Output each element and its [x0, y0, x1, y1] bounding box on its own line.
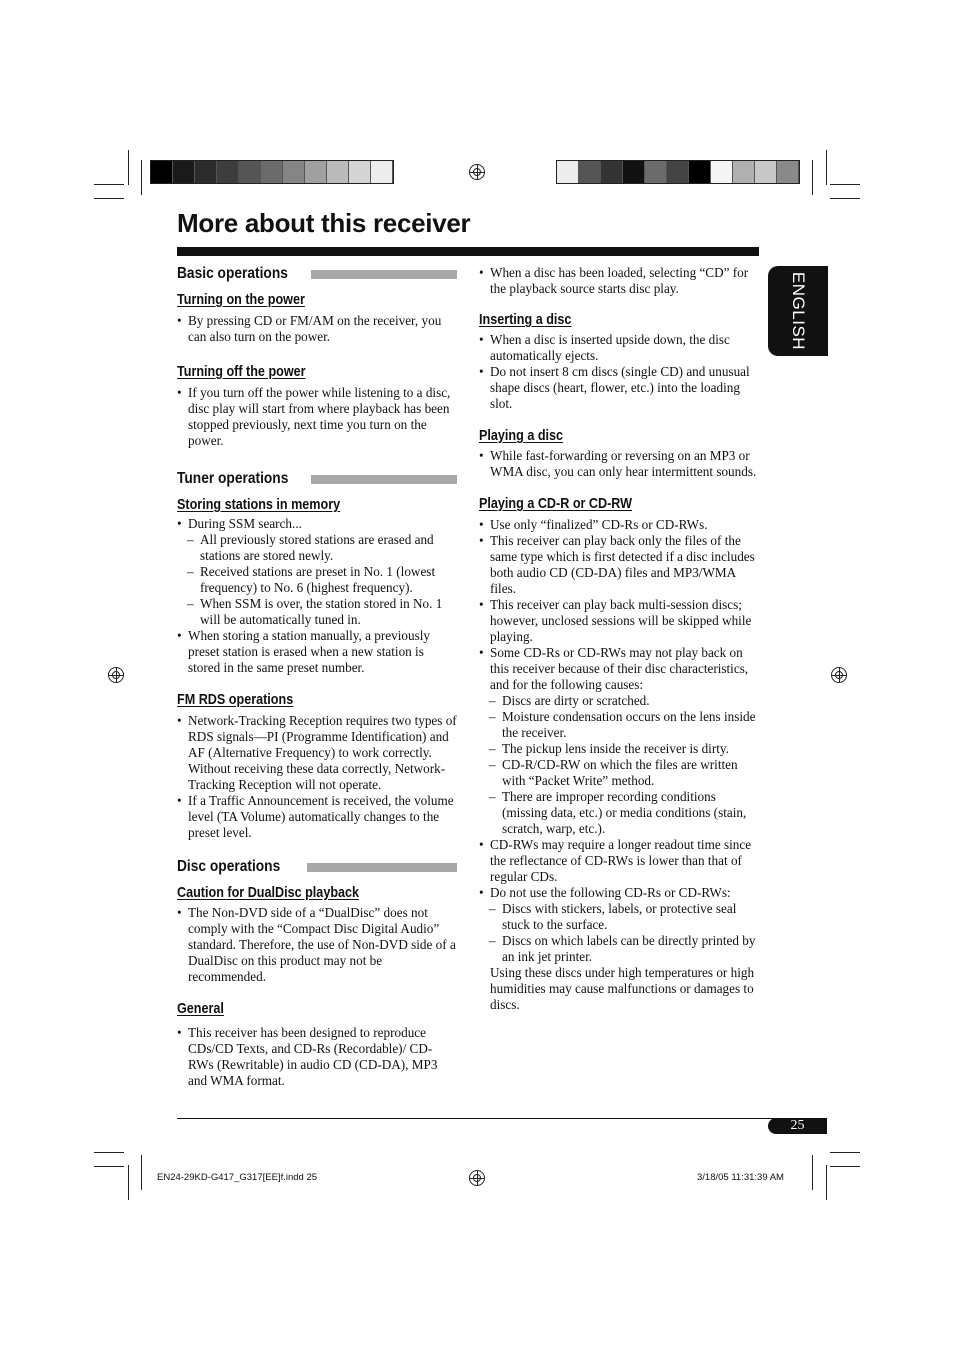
list-item: • This receiver has been designed to reproduce CDs/CD Texts, and CD-Rs (Recordable)/ CD-RWs (Rewritable) in audio CD (CD-DA), MP3 and WMA format. [177, 1025, 457, 1089]
subheading-inserting-disc: Inserting a disc [479, 311, 572, 328]
page-title: More about this receiver [177, 208, 471, 238]
list-item: • If a Traffic Announcement is received, the volume level (TA Volume) automatically changes to the preset level. [177, 793, 457, 841]
section-heading: Tuner operations [177, 470, 289, 487]
list-subitem: – Received stations are preset in No. 1 (lowest frequency) to No. 6 (highest frequency). [177, 564, 457, 596]
list-item: • Network-Tracking Reception requires two types of RDS signals—PI (Programme Identification) and AF (Alternative Frequency) to work correctly. Without receiving these data correctly, Network-Tracking Reception will not operate. [177, 713, 457, 793]
list-item: • By pressing CD or FM/AM on the receiver, you can also turn on the power. [177, 313, 457, 345]
list-item: • Do not insert 8 cm discs (single CD) and unusual shape discs (heart, flower, etc.) into the loading slot. [479, 364, 761, 412]
list-subitem: – Discs on which labels can be directly printed by an ink jet printer. [479, 933, 761, 965]
right-column [479, 265, 761, 1013]
section-disc-operations [177, 857, 457, 877]
title-rule [177, 247, 759, 256]
subheading-general: General [177, 1000, 224, 1017]
list-item: • Do not use the following CD-Rs or CD-RWs: [479, 885, 761, 901]
footer-timestamp: 3/18/05 11:31:39 AM [697, 1172, 784, 1183]
bottom-rule [177, 1118, 827, 1119]
list-item: • This receiver can play back only the files of the same type which is first detected if a disc includes both audio CD (CD-DA) files and MP3/WMA files. [479, 533, 761, 597]
registration-mark-icon [469, 1170, 485, 1186]
list-subitem: – All previously stored stations are erased and stations are stored newly. [177, 532, 457, 564]
list-item: • Use only “finalized” CD-Rs or CD-RWs. [479, 517, 761, 533]
section-bar [311, 475, 457, 484]
list-item: • If you turn off the power while listening to a disc, disc play will start from where playback has been stopped previously, next time you turn on the power. [177, 385, 457, 449]
section-heading: Disc operations [177, 858, 281, 875]
list-item: • CD-RWs may require a longer readout time since the reflectance of CD-RWs is lower than that of regular CDs. [479, 837, 761, 885]
section-bar [311, 270, 457, 279]
list-item: • This receiver can play back multi-session discs; however, unclosed sessions will be skipped while playing. [479, 597, 761, 645]
subheading-storing-stations: Storing stations in memory [177, 496, 341, 513]
section-heading: Basic operations [177, 265, 288, 282]
list-item: • When a disc is inserted upside down, the disc automatically ejects. [479, 332, 761, 364]
list-subitem: – CD-R/CD-RW on which the files are written with “Packet Write” method. [479, 757, 761, 789]
registration-mark-icon [469, 164, 485, 180]
list-subitem: – There are improper recording conditions (missing data, etc.) or media conditions (stain, scratch, warp, etc.). [479, 789, 761, 837]
color-bar-left [150, 160, 394, 184]
left-column [177, 264, 457, 1089]
list-item: • When storing a station manually, a previously preset station is erased when a new station is stored in the same preset number. [177, 628, 457, 676]
footer-file: EN24-29KD-G417_G317[EE]f.indd 25 [157, 1172, 318, 1183]
registration-mark-icon [108, 667, 124, 683]
subheading-turning-off: Turning off the power [177, 363, 306, 380]
section-basic-operations [177, 264, 457, 284]
list-item: • While fast-forwarding or reversing on an MP3 or WMA disc, you can only hear intermittent sounds. [479, 448, 761, 480]
subheading-fm-rds: FM RDS operations [177, 691, 294, 708]
list-item: • During SSM search... [177, 516, 457, 532]
language-tab [768, 266, 828, 356]
list-subitem: – Moisture condensation occurs on the lens inside the receiver. [479, 709, 761, 741]
subheading-turning-on: Turning on the power [177, 291, 305, 308]
language-tab-label: ENGLISH [789, 271, 808, 351]
list-subitem: – The pickup lens inside the receiver is dirty. [479, 741, 761, 757]
list-item: • When a disc has been loaded, selecting “CD” for the playback source starts disc play. [479, 265, 761, 297]
page-number: 25 [768, 1118, 827, 1134]
subheading-playing-disc: Playing a disc [479, 427, 564, 444]
list-item: • Some CD-Rs or CD-RWs may not play back on this receiver because of their disc characteristics, and for the following causes: [479, 645, 761, 693]
registration-mark-icon [831, 667, 847, 683]
section-tuner-operations [177, 469, 457, 489]
color-bar-right [556, 160, 800, 184]
list-subitem: – Discs with stickers, labels, or protective seal stuck to the surface. [479, 901, 761, 933]
list-subitem: – Discs are dirty or scratched. [479, 693, 761, 709]
list-subitem: – When SSM is over, the station stored in No. 1 will be automatically tuned in. [177, 596, 457, 628]
list-item: • The Non-DVD side of a “DualDisc” does not comply with the “Compact Disc Digital Audio” standard. Therefore, the use of Non-DVD side of a DualDisc on this product may not be recommended. [177, 905, 457, 985]
subheading-dualdisc: Caution for DualDisc playback [177, 884, 360, 901]
section-bar [307, 863, 457, 872]
subheading-playing-cdr: Playing a CD-R or CD-RW [479, 495, 633, 512]
note-text: Using these discs under high temperatures or high humidities may cause malfunctions or damages to discs. [490, 965, 755, 1012]
